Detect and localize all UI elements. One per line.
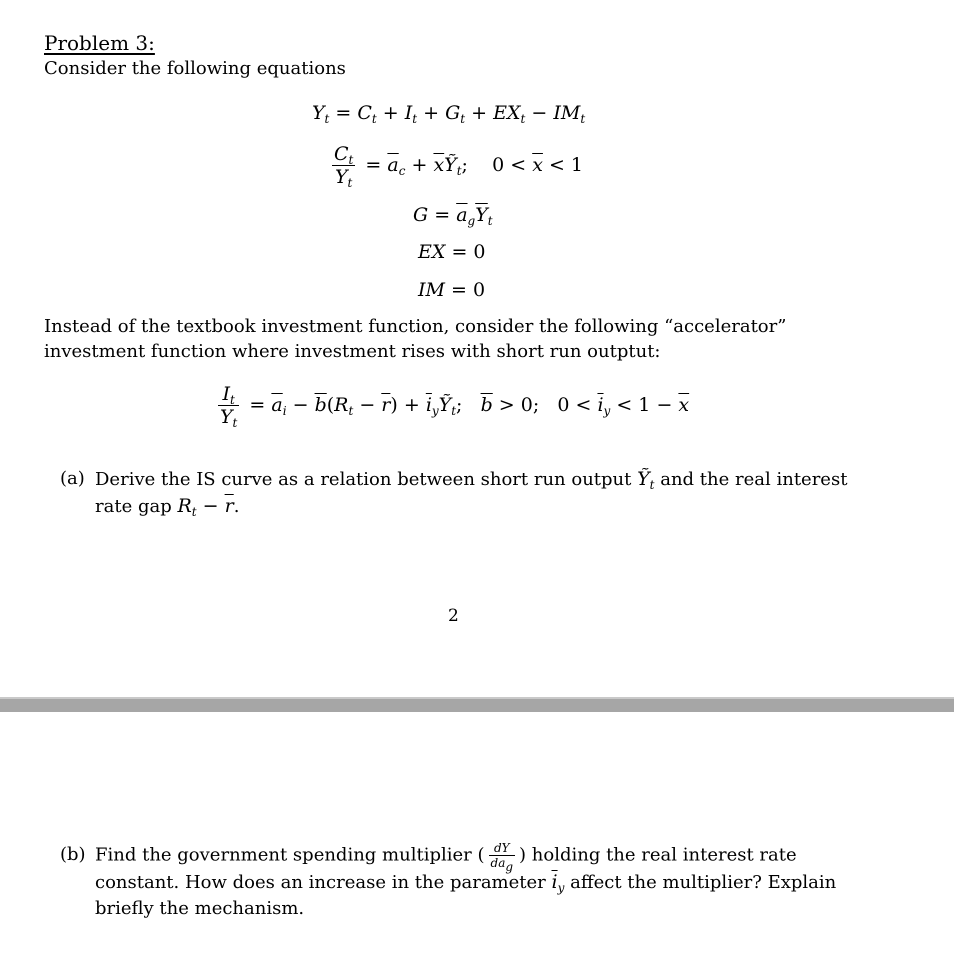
equation-government: $G = \overline{a}_g\overline{Y}_t$ [413,204,493,228]
equation-output-identity: $Y_t = C_t + I_t + G_t + EX_t - IM_t$ [312,102,586,126]
multiplier-fraction: $\frac{dY}{d\overline{a}_g}$ [490,841,514,874]
consumption-fraction: $\frac{C_t}{\overline{Y}_t}$ [334,143,354,190]
equation-consumption: $\frac{C_t}{\overline{Y}_t}$ = $\overline{a}_c$ + $\overline{x}Ỹ_t$; $0 < \overline{x} < 1$ [334,143,584,190]
investment-fraction: $\frac{I_t}{\overline{Y}_t}$ [220,383,238,430]
part-b-label: (b) [60,844,86,865]
part-b-text-1: Find the government spending multiplier ( [95,844,485,866]
part-a-label: (a) [60,468,85,489]
part-a-text-mid: and the real interest rate gap [95,469,848,517]
part-b-text-2: ) holding the real interest rate constant. How does an increase in the parameter [95,844,797,893]
equation-imports: IM = 0 [418,279,486,301]
part-b-text-3: affect the multiplier? Explain briefly the mechanism. [95,872,837,919]
equation-investment: $\frac{I_t}{\overline{Y}_t}$ = $\overline{a}_i - \overline{b}(R_t - \overline{r})$ + $\overline{i}_yỸ_t$; $\overline{b} > 0$; $0 < \overline{i}_y < 1 - \overline{x}$ [220,383,690,430]
page-separator [0,697,954,712]
part-a-text-end: . [233,496,240,517]
part-b-question: (b) Find the government spending multiplier ( $\frac{dY}{d\overline{a}_g}$ ) holding the real interest rate constant. How does an increase in the parameter $\overline{i}_y$ affect the multiplier? Explain briefly the mechanism. [60,841,837,919]
part-a-question: (a) Derive the IS curve as a relation between short run output Ỹ$_t$ and the real interest rate gap $R_t - \overline{r}$. [60,468,848,519]
equation-exports: EX = 0 [418,241,486,263]
part-a-text-before: Derive the IS curve as a relation between short run output [95,469,632,490]
problem-heading: Problem 3: [44,31,155,55]
intro-text: Consider the following equations [44,58,346,79]
instead-paragraph: Instead of the textbook investment function, consider the following “accelerator” investment function where investment rises with short run outptut: [44,316,787,362]
page-number: 2 [448,606,459,626]
